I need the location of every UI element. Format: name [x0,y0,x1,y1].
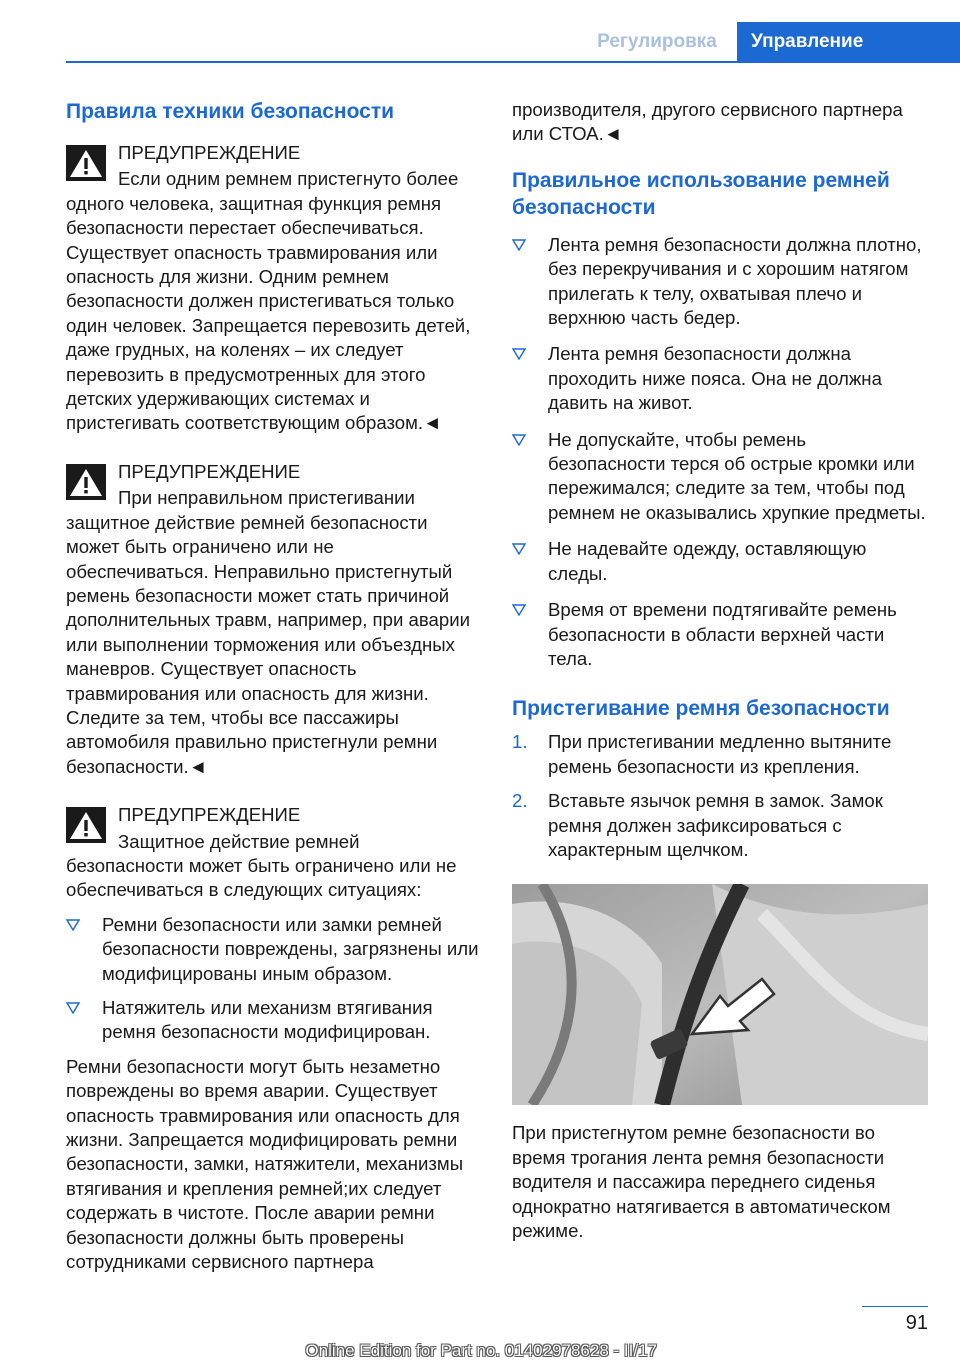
bullet-triangle-icon [66,1002,80,1014]
warning-label: ПРЕДУПРЕЖДЕНИЕ [118,460,301,482]
tab-upravlenie[interactable]: Управление [737,22,960,62]
seatbelt-photo [512,884,928,1105]
footer-edition [0,1340,960,1362]
warning-block-1 [66,139,480,436]
page-header [0,22,960,62]
list-item-text: Время от времени подтягивайте ремень безопасности в области верхней части тела. [548,599,897,669]
bullet-triangle-icon [512,604,526,616]
warning-text: При неправильном пристегивании защитное действие ремней безопасности может быть ограничено или не обеспечиваться. Неправильно пристегнутый ремень безопасности может стать причиной дополнительных травм, например, при аварии или выполнении торможения или объездных маневров. Существует опасность травмирования или опасность для жизни. Следите за тем, чтобы все пассажиры автомобиля правильно пристегнули ремни безопасности.◄ [66,487,470,777]
list-item-text: Лента ремня безопасности должна плотно, без перекручивания и с хорошим натягом прилегать к телу, охватывая плечо и верхнюю часть бедер. [548,233,922,329]
step-item [512,730,928,779]
fasten-steps [512,730,928,862]
list-item-text: Ремни безопасности или замки ремней безопасности повреждены, загрязнены или модифицированы иным образом. [102,913,479,984]
list-item [512,342,928,415]
list-item-text: Лента ремня безопасности должна проходить ниже пояса. Она не должна давить на живот. [548,343,882,414]
safety-rules-title: Правила техники безопасности [66,100,395,123]
closing-paragraph: Ремни безопасности могут быть незаметно повреждены во время аварии. Существует опасность травмирования или опасность для жизни. Запрещается модифицировать ремни безопасности, замки, натяжители, механизмы втягивания и крепления ремней;их следует содержать в чистоте. После аварии ремни безопасности должны быть проверены сотрудниками сервисного партнера [66,1055,464,1273]
warning-triangle-icon [66,807,106,843]
list-item [66,913,480,986]
warning-block-3 [66,801,480,903]
list-item [512,598,928,671]
bullet-triangle-icon [512,239,526,251]
step-item [512,789,928,862]
warning-label: ПРЕДУПРЕЖДЕНИЕ [118,804,301,826]
bullet-triangle-icon [66,919,80,931]
warning-label: ПРЕДУПРЕЖДЕНИЕ [118,142,301,163]
usage-list [512,233,928,672]
warning-block-2 [66,458,480,779]
continuation-text: производителя, другого сервисного партнера или СТОА.◄ [512,99,903,145]
left-column [66,98,480,1274]
list-item [512,233,928,331]
step-number: 2. [512,790,528,812]
list-item-text: Не надевайте одежду, оставляющую следы. [548,538,867,584]
warning-triangle-icon [66,145,106,181]
warning-text: Если одним ремнем пристегнуто более одного человека, защитная функция ремня безопасности перестает обеспечиваться. Существует опасность травмирования или опасность для жизни. Одним ремнем безопасности должен пристегиваться только один человек. Запрещается перевозить детей, даже грудных, на коленях – их следует перевозить в предусмотренных для этого детских удерживающих системах и пристегивать соответствующим образом.◄ [66,168,471,434]
right-column [512,98,928,1243]
footer-rule [862,1306,928,1307]
bullet-triangle-icon [512,543,526,555]
bullet-triangle-icon [512,434,526,446]
after-image-text: При пристегнутом ремне безопасности во время трогания лента ремня безопасности водителя и пассажира переднего сиденья однократно натягивается в автоматическом режиме. [512,1122,891,1241]
bullet-triangle-icon [512,348,526,360]
tab-regulirovka[interactable]: Регулировка [597,31,717,52]
step-text: При пристегивании медленно вытяните ремень безопасности из крепления. [548,731,892,777]
warning-3-list [66,913,480,1045]
fasten-title: Пристегивание ремня безопасности [512,697,890,721]
step-number: 1. [512,731,528,753]
step-text: Вставьте язычок ремня в замок. Замок ремня должен зафиксироваться с характерным щелчком. [548,790,883,860]
list-item-text: Натяжитель или механизм втягивания ремня безопасности модифицирован. [102,997,433,1043]
header-rule [66,61,960,63]
warning-triangle-icon [66,464,106,500]
list-item-text: Не допускайте, чтобы ремень безопасности терся об острые кромки или пережимался; следите за тем, чтобы под ремнем не оказывались хрупкие предметы. [548,428,926,523]
list-item [66,996,480,1045]
edition-text: Online Edition for Part no. 01402978628 - II/17 [305,1341,657,1360]
page-number: 91 [905,1312,928,1334]
list-item [512,428,928,526]
usage-title: Правильное использование ремней безопасности [512,168,890,219]
list-item [512,537,928,586]
warning-text: Защитное действие ремней безопасности может быть ограничено или не обеспечиваться в следующих ситуациях: [66,830,457,901]
